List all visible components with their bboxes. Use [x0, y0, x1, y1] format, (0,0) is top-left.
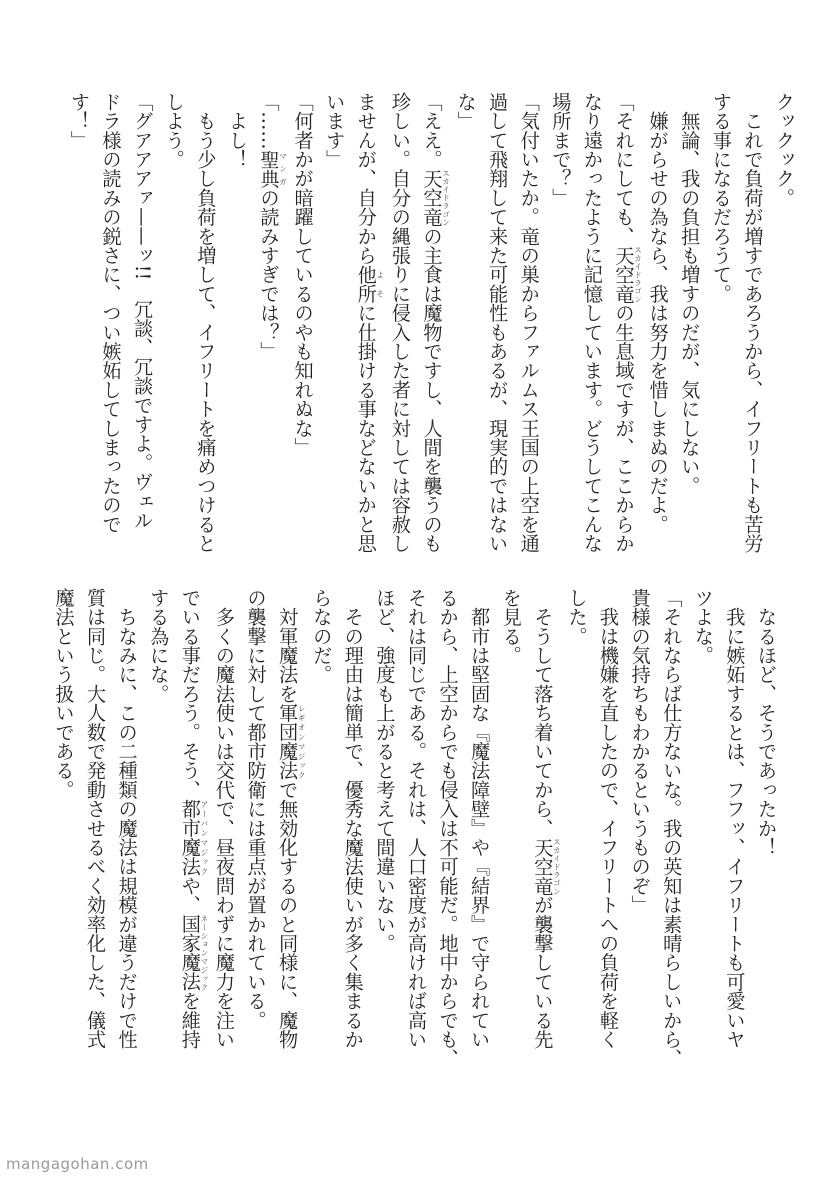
text-line	[592, 588, 624, 1058]
text-segment: の襲撃に対して都市防衛には重点が置かれている。	[244, 588, 268, 1030]
text-segment: もう少し負荷を増して、イフリートを痛めつけると	[194, 92, 218, 553]
text-segment: 場所まで？」	[549, 92, 573, 208]
text-line	[63, 92, 95, 562]
text-line	[432, 588, 464, 1068]
text-line	[482, 92, 514, 562]
text-line	[527, 588, 561, 1058]
text-line	[48, 588, 80, 1058]
ruby-word: 聖典マンガ	[257, 149, 288, 188]
ruby-word: 天空竜スカイドラゴン	[612, 245, 643, 304]
text-segment: ツよな。	[691, 588, 715, 665]
text-segment: が襲撃している先	[531, 895, 555, 1049]
text-line	[705, 92, 737, 562]
text-segment: で無効化するのと同様に、魔物	[276, 780, 300, 1049]
ruby-word: 都市魔法アーバンマジック	[178, 799, 209, 877]
text-segment: ちなみに、この二種類の魔法は規模が違うだけで性	[115, 588, 139, 1049]
text-segment: を見る。	[499, 588, 523, 665]
text-segment: 「何者かが暗躍しているのやも知れぬな」	[291, 92, 315, 457]
text-segment: それは同じである。それは、人口密度が高ければ高い	[404, 588, 428, 1049]
text-line	[719, 588, 751, 1058]
text-segment: する為にな。	[147, 588, 171, 704]
text-segment: 我に嫉妬するとは、フフッ、イフリートも可愛いヤ	[723, 588, 747, 1049]
text-segment: 我は機嫌を直したので、イフリートへの負荷を軽く	[597, 588, 621, 1049]
ruby-word: 他所よそ	[354, 264, 385, 304]
text-segment: そうして落ち着いてから、	[531, 588, 555, 838]
text-segment: でいる事だろう。そう、	[178, 588, 202, 800]
text-line	[737, 92, 769, 562]
text-line	[95, 92, 127, 562]
text-segment: ほど、強度も上がると考えて間違いない。	[373, 588, 397, 953]
text-segment: の読みすぎでは？」	[257, 187, 281, 361]
text-segment: する事になるだろうて。	[709, 92, 733, 304]
text-line	[642, 92, 674, 562]
text-segment: よし！	[225, 92, 249, 169]
text-line	[624, 588, 656, 1058]
text-line	[306, 588, 338, 1058]
text-segment: 多くの魔法使いは交代で、昼夜問わずに魔力を注い	[212, 588, 236, 1049]
text-segment: 貴様の気持ちもわかるというものぞ」	[628, 588, 652, 915]
text-segment: しよう。	[162, 92, 186, 169]
ruby-reading: ネーションマジック	[199, 914, 209, 992]
text-segment: 「……	[257, 92, 281, 150]
ruby-reading: スカイドラゴン	[633, 245, 643, 304]
text-line	[384, 92, 416, 562]
text-segment: 魔法という扱いである。	[52, 588, 76, 800]
text-block-top	[68, 92, 800, 562]
text-line	[400, 588, 432, 1058]
text-segment: の生息域ですが、ここからか	[612, 303, 636, 553]
text-segment: 質は同じ。大人数で発動させるべく効率化した、儀式	[84, 588, 108, 1049]
text-segment: 珍しい。自分の縄張りに侵入した者に対しては容赦し	[388, 92, 412, 553]
text-line	[687, 588, 719, 1058]
text-line	[416, 92, 450, 562]
text-segment: に仕掛ける事などないかと思	[354, 303, 378, 553]
text-line	[513, 92, 545, 562]
text-segment: います」	[323, 92, 347, 169]
text-block-bottom	[52, 588, 782, 1068]
text-segment: 都市は堅固な『魔法障壁』や『結界』で守られてい	[468, 588, 492, 1049]
text-segment: 「グアアアァ——ッ!! 冗談、冗談ですよ。ヴェル	[131, 92, 155, 530]
text-line	[608, 92, 642, 562]
text-segment: 「それにしても、	[612, 92, 636, 246]
ruby-reading: レギオンマジック	[297, 703, 307, 781]
ruby-word: 国家魔法ネーションマジック	[178, 914, 209, 992]
text-segment: 対軍魔法を	[276, 588, 300, 704]
text-segment: や、	[178, 876, 202, 915]
ruby-word: 天空竜スカイドラゴン	[531, 837, 562, 896]
text-line	[221, 92, 253, 562]
text-line	[495, 588, 527, 1058]
text-segment: これで負荷が増すであろうから、イフリートも苦労	[741, 92, 765, 553]
text-line	[111, 588, 143, 1058]
text-line	[750, 588, 782, 1058]
text-segment: 嫌がらせの為なら、我は努力を惜しまぬのだよ。	[646, 92, 670, 534]
text-line	[79, 588, 111, 1058]
text-segment: 過して飛翔して来た可能性もあるが、現実的ではない	[486, 92, 510, 553]
text-segment: その理由は簡単で、優秀な魔法使いが多く集まるか	[341, 588, 365, 1049]
text-segment: なり遠かったように記憶しています。どうしてこんな	[580, 92, 604, 553]
text-segment: 無論、我の負担も増すのだが、気にしない。	[678, 92, 702, 496]
text-segment: 「ええ。	[420, 92, 444, 169]
text-line	[450, 92, 482, 562]
text-line	[768, 92, 800, 562]
ruby-reading: マンガ	[278, 149, 288, 188]
text-segment: らなのだ。	[310, 588, 334, 684]
text-line	[240, 588, 272, 1058]
watermark: mangagohan.com	[6, 1155, 149, 1173]
text-segment: を維持	[178, 991, 202, 1049]
text-line	[174, 588, 208, 1058]
text-line	[674, 92, 706, 562]
text-segment: 「気付いたか。竜の巣からファルムス王国の上空を通	[517, 92, 541, 553]
text-segment: の主食は魔物ですし、人間を襲うのも	[420, 226, 444, 553]
text-line	[127, 92, 159, 562]
text-line	[369, 588, 401, 1058]
ruby-reading: よそ	[375, 264, 385, 304]
text-line	[561, 588, 593, 1058]
text-line	[350, 92, 384, 562]
text-segment: ドラ様の読みの鋭さに、つい嫉妬してしまったので	[99, 92, 123, 534]
text-line	[208, 588, 240, 1058]
text-segment: な」	[454, 92, 478, 131]
text-line	[656, 588, 688, 1068]
text-line	[143, 588, 175, 1058]
text-segment: ませんが、自分から	[354, 92, 378, 265]
text-segment: 「それならば仕方ないな。我の英知は素晴らしいから、	[660, 588, 684, 1068]
text-line	[272, 588, 306, 1058]
text-line	[287, 92, 319, 562]
text-line	[545, 92, 577, 562]
text-line	[158, 92, 190, 562]
text-line	[253, 92, 287, 562]
text-segment: した。	[565, 588, 589, 646]
ruby-word: 天空竜スカイドラゴン	[420, 168, 451, 227]
ruby-reading: アーバンマジック	[199, 799, 209, 877]
ruby-word: 軍団魔法レギオンマジック	[276, 703, 307, 781]
ruby-reading: スカイドラゴン	[441, 168, 451, 227]
text-line	[464, 588, 496, 1058]
text-segment: るから、上空からでも侵入は不可能だ。地中からでも、	[436, 588, 460, 1068]
ruby-reading: スカイドラゴン	[552, 837, 562, 896]
text-line	[190, 92, 222, 562]
text-segment: なるほど、そうであったか！	[755, 588, 778, 857]
text-segment: クックック。	[773, 92, 796, 208]
text-line	[576, 92, 608, 562]
text-line	[337, 588, 369, 1058]
text-segment: す！」	[67, 92, 91, 150]
text-line	[319, 92, 351, 562]
